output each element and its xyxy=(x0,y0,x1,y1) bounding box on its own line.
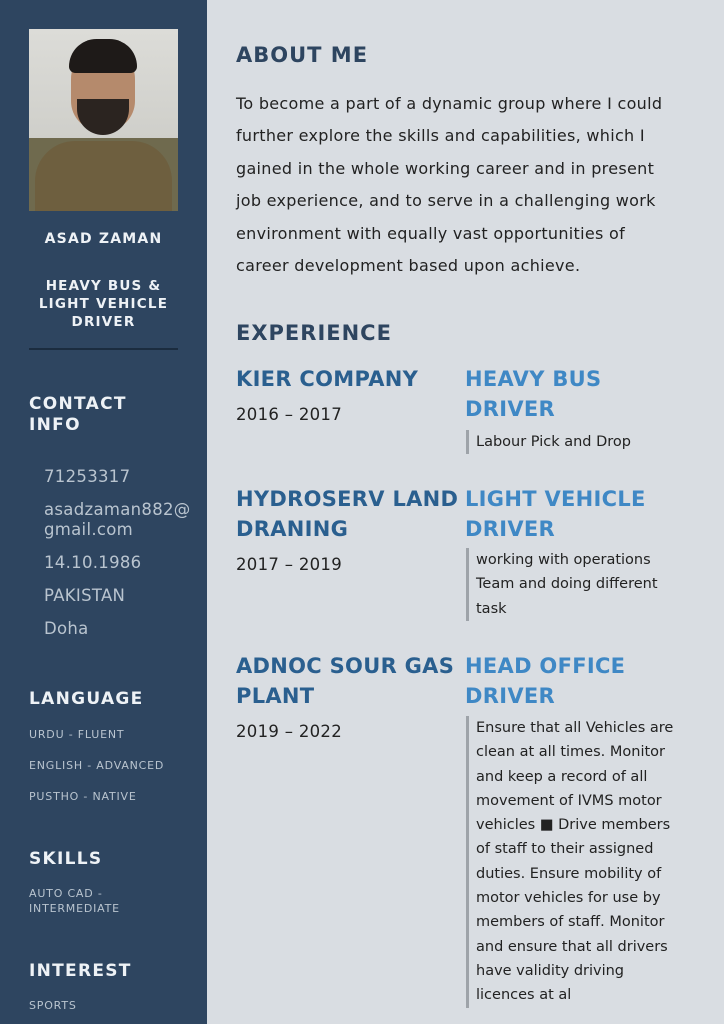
contact-country: PAKISTAN xyxy=(44,586,126,605)
experience-years: 2016 – 2017 xyxy=(236,405,343,424)
contact-email xyxy=(44,500,191,540)
about-line: job experience, and to serve in a challenging work xyxy=(236,191,656,211)
interest-item: SPORTS xyxy=(29,999,77,1012)
company-line: HYDROSERV LAND xyxy=(236,487,459,511)
title-line: DRIVER xyxy=(465,517,555,541)
desc-line: and ensure that all drivers xyxy=(476,938,668,955)
email-line: gmail.com xyxy=(44,520,134,539)
contact-heading xyxy=(29,394,127,436)
company-line: ADNOC SOUR GAS xyxy=(236,654,455,678)
desc-line: have validity driving xyxy=(476,962,625,979)
language-item: PUSTHO - NATIVE xyxy=(29,790,137,803)
desc-line: Labour Pick and Drop xyxy=(476,434,632,450)
experience-description xyxy=(466,716,673,1008)
experience-title xyxy=(465,651,705,711)
language-item: ENGLISH - ADVANCED xyxy=(29,759,165,772)
desc-line: vehicles ■ Drive members xyxy=(476,817,671,834)
about-heading: ABOUT ME xyxy=(236,43,369,67)
experience-company xyxy=(236,364,468,394)
company-line: KIER COMPANY xyxy=(236,367,419,391)
experience-title xyxy=(465,364,705,424)
role-line: DRIVER xyxy=(71,314,136,330)
profile-role xyxy=(0,277,207,331)
contact-city: Doha xyxy=(44,619,89,638)
about-line: environment with equally vast opportunities of xyxy=(236,223,626,243)
desc-line: clean at all times. Monitor xyxy=(476,744,665,761)
profile-name: ASAD ZAMAN xyxy=(44,231,163,247)
experience-heading: EXPERIENCE xyxy=(236,321,392,345)
language-item: URDU - FLUENT xyxy=(29,728,125,741)
role-line: LIGHT VEHICLE xyxy=(38,296,169,312)
desc-line: members of staff. Monitor xyxy=(476,914,665,931)
desc-line: licences at al xyxy=(476,987,572,1004)
desc-line: motor vehicles for use by xyxy=(476,890,661,907)
desc-line: and keep a record of all xyxy=(476,768,648,785)
skills-heading: SKILLS xyxy=(29,849,103,869)
email-line: asadzaman882@ xyxy=(44,500,191,519)
contact-phone: 71253317 xyxy=(44,467,131,486)
about-line: gained in the whole working career and in present xyxy=(236,158,655,178)
title-line: LIGHT VEHICLE xyxy=(465,487,646,511)
skill-item xyxy=(29,886,120,916)
about-line: career development based upon achieve. xyxy=(236,256,581,276)
skill-line: AUTO CAD - xyxy=(29,887,103,900)
skill-line: INTERMEDIATE xyxy=(29,902,120,915)
desc-line: task xyxy=(476,600,507,617)
language-heading: LANGUAGE xyxy=(29,689,144,709)
interest-heading: INTEREST xyxy=(29,961,132,981)
desc-line: Ensure that all Vehicles are xyxy=(476,720,674,736)
sidebar xyxy=(0,0,207,1024)
company-line: PLANT xyxy=(236,684,315,708)
desc-line: of staff to their assigned xyxy=(476,841,654,858)
sidebar-divider xyxy=(29,348,178,350)
title-line: HEAD OFFICE xyxy=(465,654,626,678)
desc-line: duties. Ensure mobility of xyxy=(476,865,662,882)
experience-company xyxy=(236,651,468,711)
about-text xyxy=(236,88,706,282)
experience-years: 2017 – 2019 xyxy=(236,555,343,574)
experience-description xyxy=(466,548,658,621)
contact-dob: 14.10.1986 xyxy=(44,553,142,572)
desc-line: Team and doing different xyxy=(476,576,658,593)
desc-line: working with operations xyxy=(476,552,651,568)
contact-heading-line: CONTACT xyxy=(29,394,127,414)
title-line: HEAVY BUS xyxy=(465,367,602,391)
title-line: DRIVER xyxy=(465,397,555,421)
contact-heading-line: INFO xyxy=(29,415,81,435)
profile-photo xyxy=(29,29,178,211)
experience-title xyxy=(465,484,705,544)
title-line: DRIVER xyxy=(465,684,555,708)
role-line: HEAVY BUS & xyxy=(45,278,162,294)
experience-description xyxy=(466,430,631,454)
about-line: To become a part of a dynamic group where I could xyxy=(236,94,663,113)
experience-company xyxy=(236,484,468,544)
about-line: further explore the skills and capabilities, which I xyxy=(236,126,645,146)
company-line: DRANING xyxy=(236,517,349,541)
desc-line: movement of IVMS motor xyxy=(476,792,662,809)
experience-years: 2019 – 2022 xyxy=(236,722,343,741)
